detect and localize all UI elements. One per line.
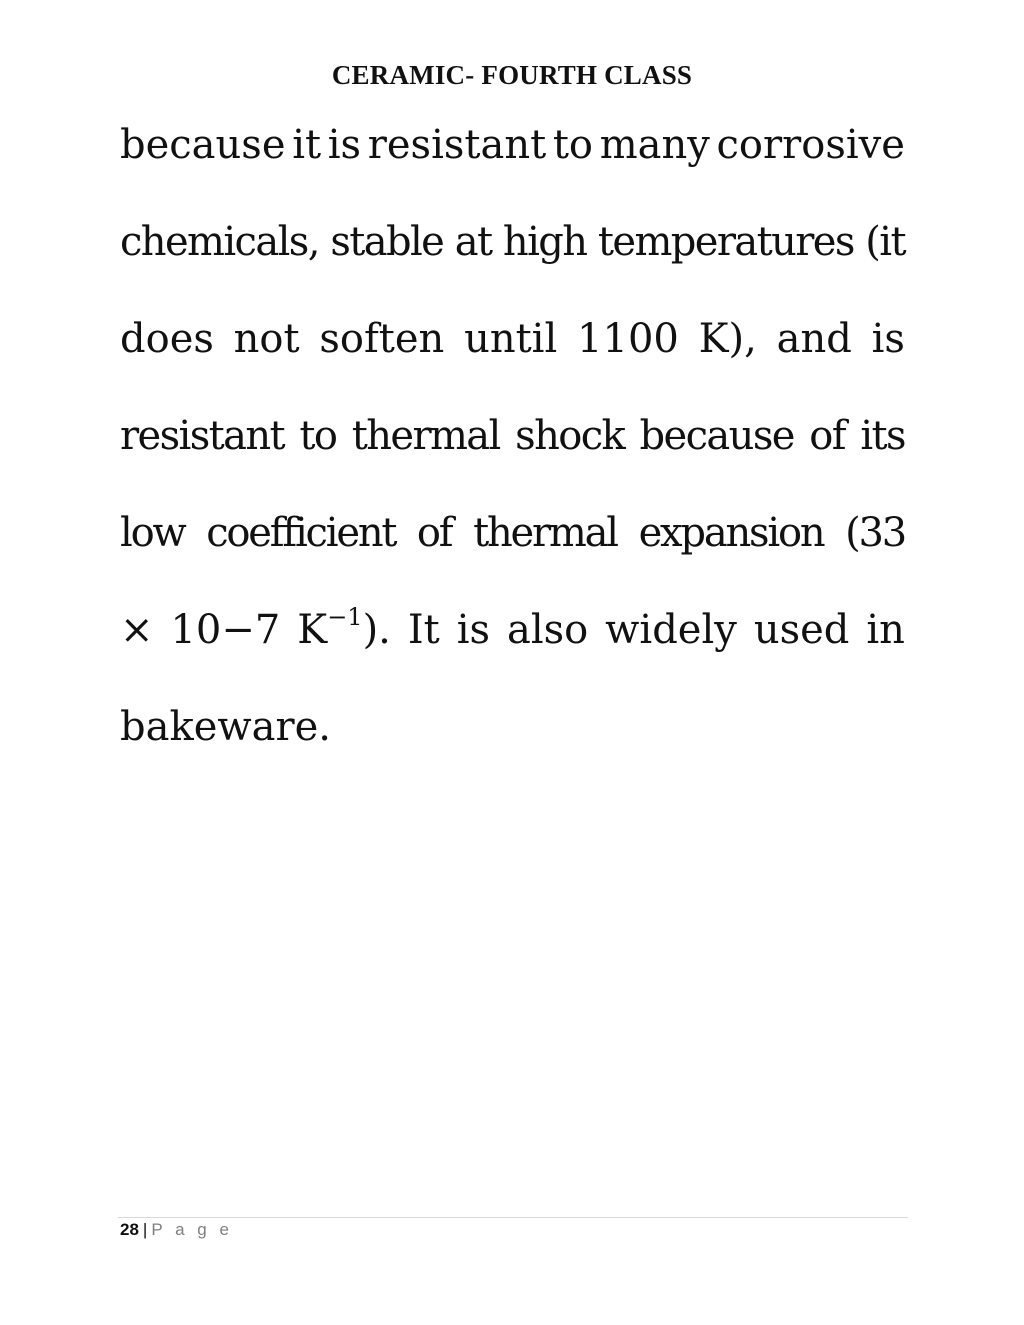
word: coefficient [206, 510, 396, 556]
word: is [871, 316, 905, 362]
word: chemicals, [120, 219, 319, 265]
word: of [416, 510, 452, 556]
word: widely [605, 607, 737, 653]
word: because [639, 413, 794, 459]
word: it [292, 122, 322, 168]
exponent-number: 10−7 [170, 607, 281, 653]
text-line-2 [120, 212, 905, 309]
text-line-4 [120, 406, 905, 503]
word: until [464, 316, 558, 362]
word: also [506, 607, 589, 653]
text-line-6 [120, 600, 905, 697]
unit-superscript: −1 [327, 602, 363, 631]
word: in [866, 607, 905, 653]
page-number: 28 [120, 1220, 139, 1239]
word: K), [698, 316, 757, 362]
word: used [753, 607, 850, 653]
word: corrosive [716, 122, 905, 168]
text-line-1 [120, 115, 905, 212]
body-paragraph [120, 115, 905, 794]
word: thermal [473, 510, 617, 556]
footer-separator: | [142, 1220, 148, 1239]
close-paren: ). [362, 607, 391, 653]
word: thermal [351, 413, 500, 459]
word: is [327, 122, 362, 168]
word: resistant [120, 413, 284, 459]
word: of [809, 413, 845, 459]
word: many [599, 122, 710, 168]
page-header-title: CERAMIC- FOURTH CLASS [331, 60, 693, 90]
word: shock [515, 413, 625, 459]
word: is [456, 607, 491, 653]
word: 1100 [577, 316, 679, 362]
word: It [407, 607, 440, 653]
word: temperatures [597, 219, 854, 265]
word: soften [319, 316, 445, 362]
word: stable [330, 219, 444, 265]
word: and [776, 316, 852, 362]
word: resistant [367, 122, 547, 168]
page-footer [120, 1220, 233, 1240]
word: to [552, 122, 594, 168]
word: because [120, 122, 286, 168]
page-label: P a g e [151, 1220, 233, 1239]
word: does [120, 316, 214, 362]
word: to [299, 413, 337, 459]
word: expansion [638, 510, 824, 556]
unit-letter: K [297, 607, 328, 653]
word: (it [865, 219, 905, 265]
footer-divider [118, 1217, 908, 1218]
word: low [120, 510, 185, 556]
text-line-7 [120, 697, 905, 794]
word: bakeware. [120, 704, 331, 750]
word: at [454, 219, 492, 265]
text-line-5 [120, 503, 905, 600]
word: high [502, 219, 587, 265]
times-symbol: × [120, 607, 154, 653]
unit-kelvin [297, 600, 391, 697]
word: not [233, 316, 300, 362]
word: (33 [845, 510, 905, 556]
text-line-3 [120, 309, 905, 406]
word: its [860, 413, 905, 459]
